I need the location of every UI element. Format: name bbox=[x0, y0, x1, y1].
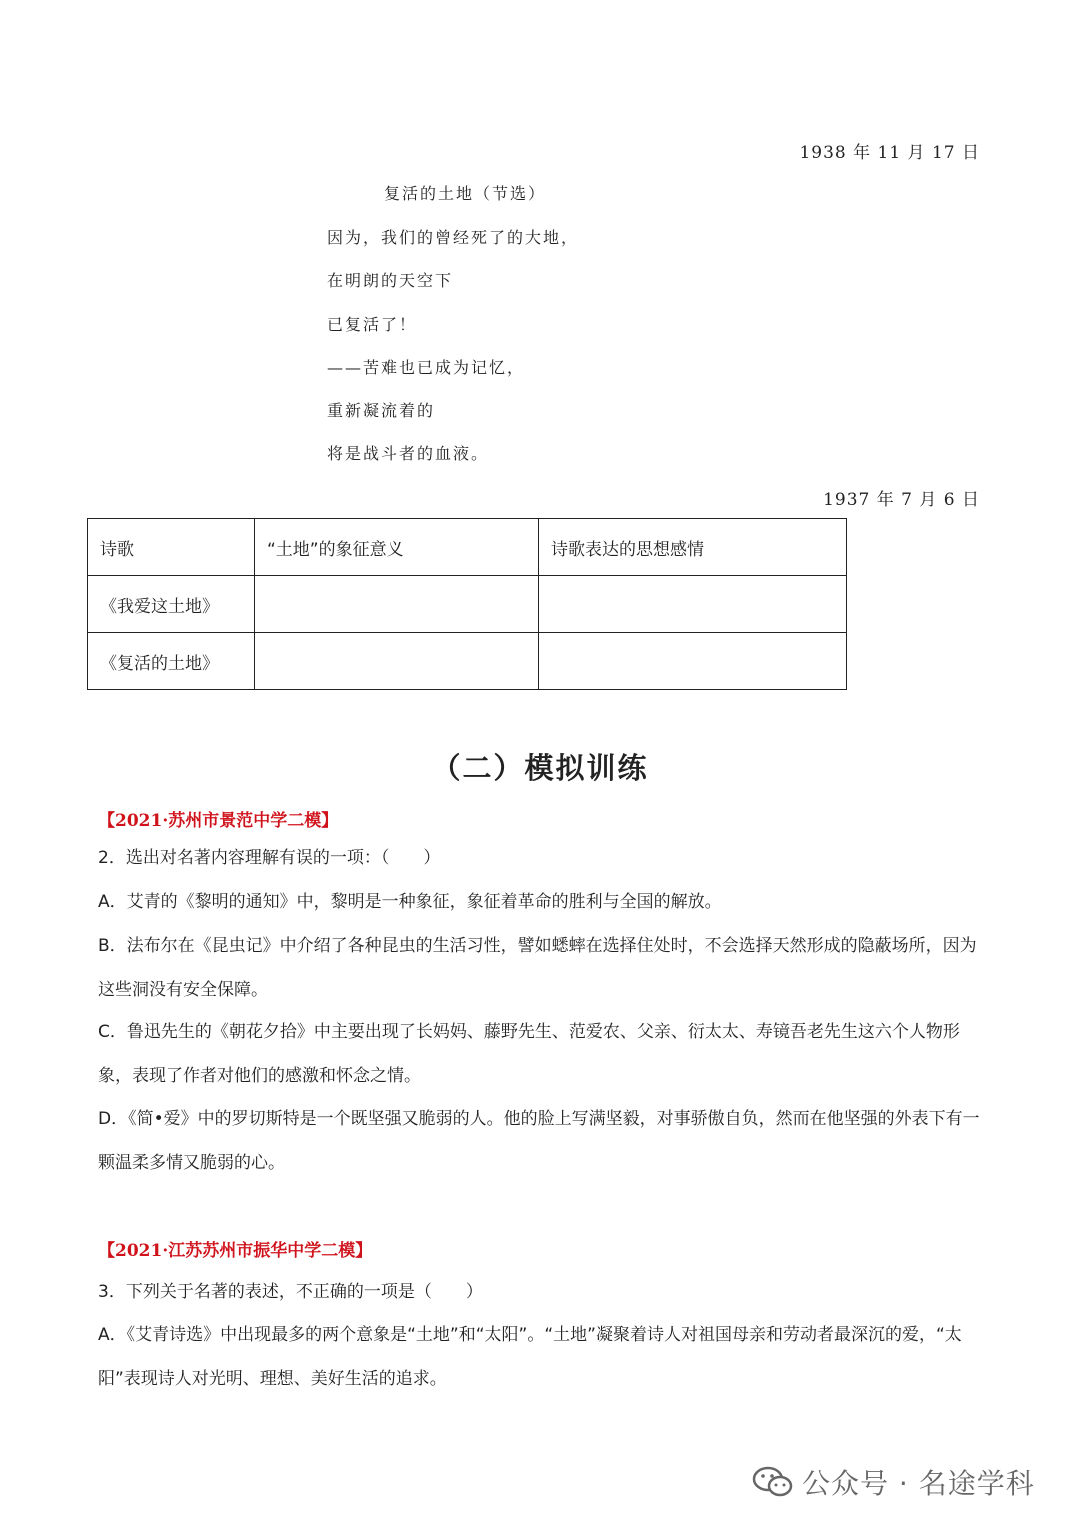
table-cell: 《我爱这土地》 bbox=[88, 576, 255, 633]
table-header-row bbox=[88, 519, 847, 576]
watermark bbox=[752, 1462, 1035, 1502]
poem2-date: 1937 年 7 月 6 日 bbox=[823, 490, 980, 510]
table-header-cell: “土地”的象征意义 bbox=[255, 519, 539, 576]
poem-line: 因为，我们的曾经死了的大地， bbox=[327, 228, 580, 247]
poem-line: 将是战斗者的血液。 bbox=[327, 444, 490, 463]
option: C．鲁迅先生的《朝花夕拾》中主要出现了长妈妈、藤野先生、范爱农、父亲、衍太太、寿镜吾老先生这六个人物形象，表现了作者对他们的感激和怀念之情。 bbox=[98, 1022, 960, 1086]
poem-line: 重新凝流着的 bbox=[327, 401, 436, 420]
answer-cell[interactable] bbox=[539, 633, 847, 690]
option: A．艾青的《黎明的通知》中，黎明是一种象征，象征着革命的胜利与全国的解放。 bbox=[98, 892, 722, 912]
question-stem: 2．选出对名著内容理解有误的一项：（ ） bbox=[98, 848, 441, 868]
answer-cell[interactable] bbox=[255, 576, 539, 633]
question-stem: 3．下列关于名著的表述，不正确的一项是（ ） bbox=[98, 1282, 483, 1302]
poem1-date: 1938 年 11 月 17 日 bbox=[799, 143, 980, 163]
source-tag: 【2021·江苏苏州市振华中学二模】 bbox=[98, 1241, 373, 1261]
watermark-text: 公众号 · 名途学科 bbox=[802, 1467, 1035, 1500]
option: D．《简•爱》中的罗切斯特是一个既坚强又脆弱的人。他的脸上写满坚毅，对事骄傲自负，然而在他坚强的外表下有一颗温柔多情又脆弱的心。 bbox=[98, 1109, 980, 1173]
option: B．法布尔在《昆虫记》中介绍了各种昆虫的生活习性，譬如蟋蟀在选择住处时，不会选择天然形成的隐蔽场所，因为这些洞没有安全保障。 bbox=[98, 936, 977, 1000]
table-cell: 《复活的土地》 bbox=[88, 633, 255, 690]
table-header-cell: 诗歌表达的思想感情 bbox=[539, 519, 847, 576]
answer-cell[interactable] bbox=[255, 633, 539, 690]
answer-table bbox=[87, 518, 847, 690]
poem-line: ——苦难也已成为记忆， bbox=[327, 358, 526, 377]
wechat-icon bbox=[752, 1465, 794, 1499]
table-row bbox=[88, 576, 847, 633]
table-row bbox=[88, 633, 847, 690]
section-title: （二）模拟训练 bbox=[431, 751, 649, 785]
source-tag: 【2021·苏州市景范中学二模】 bbox=[98, 811, 339, 831]
poem-title: 复活的土地（节选） bbox=[384, 184, 547, 203]
answer-cell[interactable] bbox=[539, 576, 847, 633]
poem-line: 在明朗的天空下 bbox=[327, 271, 454, 290]
poem-line: 已复活了！ bbox=[327, 315, 418, 334]
option: A．《艾青诗选》中出现最多的两个意象是“土地”和“太阳”。“土地”凝聚着诗人对祖国母亲和劳动者最深沉的爱，“太阳”表现诗人对光明、理想、美好生活的追求。 bbox=[98, 1325, 962, 1389]
table-header-cell: 诗歌 bbox=[88, 519, 255, 576]
